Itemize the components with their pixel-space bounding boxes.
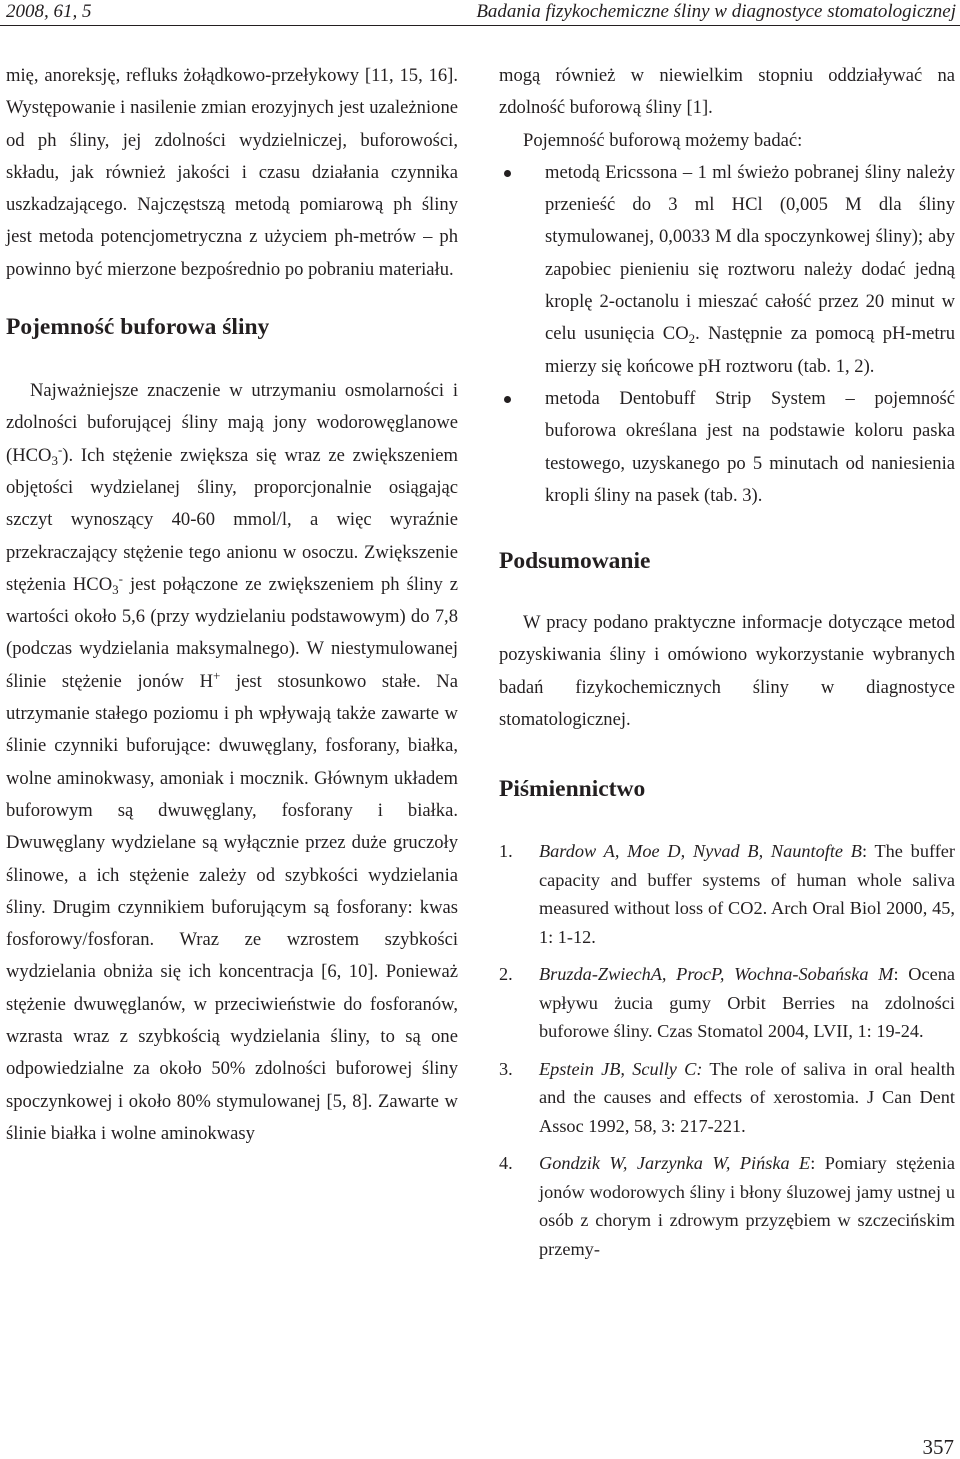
- superscript: -: [118, 570, 123, 586]
- reference-item: [499, 960, 955, 1046]
- reference-authors: Bardow A, Moe D, Nyvad B, Nauntofte B: [539, 841, 862, 862]
- text-segment: ). Ich stężenie zwiększa się wraz ze zwiększeniem objętości wydzielanej śliny, proporcjonalnie osiągając szczyt wynoszący 40-60 mmol/l, a więc wyraźnie przekraczający stężenie tego anionu w osoczu. Zwiększenie stężenia HCO: [6, 444, 458, 595]
- subscript: 3: [112, 581, 119, 597]
- reference-number: 2.: [499, 964, 513, 985]
- reference-authors: Gondzik W, Jarzynka W, Pińska E: [539, 1153, 811, 1174]
- bullet-icon: [504, 170, 511, 177]
- continuation-paragraph: mogą również w niewielkim stopniu oddziaływać na zdolność buforową śliny [1].: [499, 65, 955, 119]
- reference-text: : Ocena wpływu żucia gumy Orbit Berries na zdolności buforowe śliny. Czas Stomatol 2004, LVII, 1: 19-24.: [539, 964, 955, 1042]
- list-item: [499, 383, 955, 512]
- text-segment: jest połączone ze zwiększeniem ph śliny z wartości około 5,6 (przy wydzielaniu podstawowym) do 7,8 (podczas wydzielania maksymalnego). W niestymulowanej ślinie stężenie jonów H: [6, 573, 458, 692]
- methods-list: [499, 157, 955, 512]
- left-column: [6, 60, 458, 1150]
- reference-text: : Pomiary stężenia jonów wodorowych śliny i błony śluzowej jamy ustnej u osób z chorym i zdrowym przyzębiem w szczecińskim przemy-: [539, 1153, 955, 1259]
- running-header: [0, 0, 960, 26]
- text-segment: Najważniejsze znaczenie w utrzymaniu osmolarności i zdolności buforującej śliny mają jony wodorowęglanowe (HCO: [6, 380, 458, 466]
- reference-item: [499, 1055, 955, 1141]
- reference-number: 4.: [499, 1153, 513, 1174]
- list-item: [499, 157, 955, 383]
- right-column: [499, 60, 955, 1272]
- reference-text: The role of saliva in oral health and the causes and effects of xerostomia. J Can Dent Assoc 1992, 58, 3: 217-221.: [539, 1058, 955, 1136]
- reference-item: [499, 1149, 955, 1263]
- list-item-text: . Następnie za pomocą pH-metru mierzy się końcowe pH roztworu (tab. 1, 2).: [545, 323, 955, 377]
- subscript: 3: [51, 452, 58, 468]
- summary-paragraph: W pracy podano praktyczne informacje dotyczące metod pozyskiwania śliny i omówiono wykorzystanie wybranych badań fizykochemicznych śliny w diagnostyce stomatologicznej.: [499, 612, 955, 731]
- journal-citation: 2008, 61, 5: [6, 1, 92, 22]
- list-item-text: metoda Dentobuff Strip System – pojemność buforowa określana jest na podstawie koloru paska testowego, uzyskanego po 5 minutach od naniesienia kropli śliny na pasek (tab. 3).: [545, 387, 955, 506]
- buffer-capacity-paragraph: [6, 375, 458, 1150]
- section-heading-buffer-capacity: Pojemność buforowa śliny: [6, 314, 270, 341]
- page-number: 357: [922, 1435, 954, 1459]
- reference-number: 1.: [499, 841, 513, 862]
- reference-number: 3.: [499, 1058, 513, 1079]
- list-item-text: metodą Ericssona – 1 ml świeżo pobranej śliny należy przenieść do 3 ml HCl (0,005 M dla śliny stymulowanej, 0,0033 M dla spoczynkowej śliny); aby zapobiec pienieniu się roztworu należy dodać jedną kroplę 2-octanolu i mieszać całość przez 20 minut w celu usunięcia CO: [545, 161, 955, 345]
- section-heading-summary: Podsumowanie: [499, 548, 651, 575]
- reference-text: : The buffer capacity and buffer systems of human whole saliva measured without loss of CO2. Arch Oral Biol 2000, 45, 1: 1-12.: [539, 841, 956, 947]
- section-heading-references: Piśmiennictwo: [499, 776, 646, 803]
- reference-authors: Epstein JB, Scully C:: [539, 1058, 703, 1079]
- superscript: -: [57, 441, 63, 457]
- running-title: Badania fizykochemiczne śliny w diagnostyce stomatologicznej: [476, 1, 956, 22]
- methods-intro: Pojemność buforową możemy badać:: [523, 129, 803, 151]
- reference-item: [499, 837, 955, 951]
- text-segment: jest stosunkowo stałe. Na utrzymanie stałego poziomu i ph wpływają także zawarte w ślinie czynniki buforujące: dwuwęglany, fosforany, białka, wolne aminokwasy, amoniak i mocznik. Głównym układem buforowym są dwuwęglany, fosforany i białka. Dwuwęglany wydzielane są wyłącznie przez duże gruczoły ślinowe, a ich stężenie zależy od szybkości wydzielania śliny. Drugim czynnikiem buforującym są fosforany: kwas fosforowy/fosforan. Wraz ze wzrostem szybkości wydzielania obniża się ich koncentracja [6, 10]. Ponieważ stężenie dwuwęglanów, w przeciwieństwie do fosforanów, wzrasta wraz z szybkością wydzielania śliny, to są one odpowiedzialne za około 50% zdolności buforowej śliny spoczynkowej i około 80% stymulowanej [5, 8]. Zawarte w ślinie białka i wolne aminokwasy: [6, 670, 458, 1144]
- superscript: +: [213, 667, 221, 683]
- intro-paragraph: mię, anoreksję, refluks żołądkowo-przełykowy [11, 15, 16]. Występowanie i nasilenie zmian erozyjnych jest uzależnione od ph śliny, jej zdolności wydzielniczej, buforowości, składu, jak również jakości i czasu działania czynnika uszkadzającego. Najczęstszą metodą pomiarową ph śliny jest metoda potencjometryczna z użyciem ph-metrów – ph powinno być mierzone bezpośrednio po pobraniu materiału.: [6, 65, 458, 280]
- bullet-icon: [504, 396, 511, 403]
- reference-list: [499, 837, 955, 1263]
- reference-authors: Bruzda-ZwiechA, ProcP, Wochna-Sobańska M: [539, 964, 894, 985]
- subscript: 2: [688, 331, 696, 347]
